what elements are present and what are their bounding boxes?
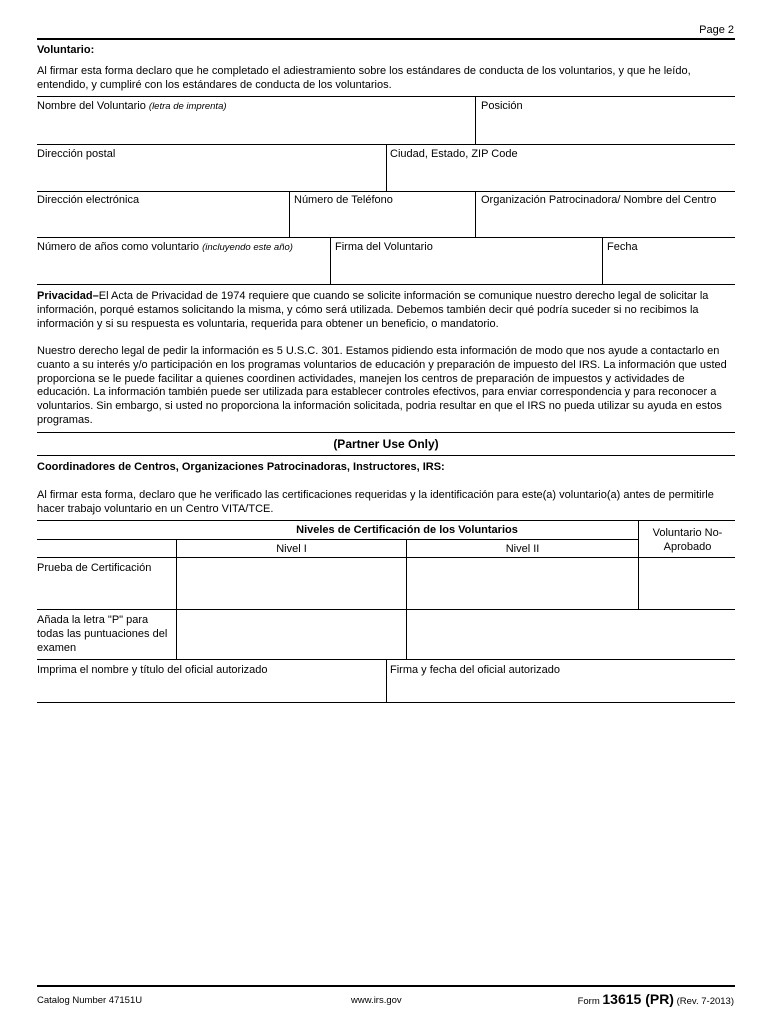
divider [386,144,387,191]
divider [602,237,603,284]
form-number: 13615 (PR) [602,991,674,1007]
divider [638,520,639,609]
divider [475,96,476,144]
certification-test-row-label: Prueba de Certificación [37,562,152,574]
email-field-label: Dirección electrónica [37,194,140,206]
page-number: Page 2 [699,24,734,36]
name-label-text: Nombre del Voluntario [37,100,146,112]
privacy-paragraph [37,290,737,331]
p-score-row-label: Añada la letra "P" para todas las puntuaciones del examen [37,614,168,654]
divider [37,432,735,433]
volunteer-statement: Al firmar esta forma declaro que he completado el adiestramiento sobre los estándares de conducta de los voluntarios, y que he leído, entendido, y cumpliré con los estándares de conducta de los voluntarios. [37,65,691,91]
years-input[interactable] [37,254,328,283]
email-input[interactable] [37,207,287,236]
website-text: www.irs.gov [351,995,402,1006]
date-input[interactable] [604,254,735,283]
not-approved-cell[interactable] [640,559,735,608]
name-field-label [37,100,227,113]
header-rule [37,38,735,40]
divider [37,520,735,521]
divider [37,702,735,703]
official-name-input[interactable] [37,677,384,701]
divider [330,237,331,284]
official-signature-input[interactable] [388,677,735,701]
divider [638,557,735,558]
partner-statement: Al firmar esta forma, declaro que he verificado las certificaciones requeridas y la identificación para este(a) voluntario(a) antes de permitirle hacer trabajo voluntario en un Centro VITA/TCE. [37,489,714,515]
privacy-text: El Acta de Privacidad de 1974 requiere que cuando se solicite información se comunique nuestro derecho legal de solicitar la información, porqué estamos solicitando la misma, y cómo será utilizada. Debemos también decir qué podría suceder si no recibimos la información y si su respuesta es voluntaria, requerida para obtener un beneficio, o mandatorio. [37,290,709,330]
form-identifier [578,991,734,1010]
divider [37,237,735,238]
position-input[interactable] [477,113,735,143]
level-1-test-cell[interactable] [178,559,405,608]
years-label-note: (incluyendo este año) [202,242,293,253]
divider [37,557,638,558]
level-2-score-cell[interactable] [408,611,637,658]
years-label-text: Número de años como voluntario [37,241,200,253]
signature-field-label: Firma del Voluntario [335,241,433,253]
certification-levels-header: Niveles de Certificación de los Voluntarios [296,524,518,536]
divider [475,191,476,237]
position-field-label: Posición [481,100,523,112]
name-input[interactable] [37,113,473,143]
divider [37,191,735,192]
address-field-label: Dirección postal [37,148,116,160]
partner-subtitle: Coordinadores de Centros, Organizaciones Patrocinadoras, Instructores, IRS: [37,461,445,473]
divider [289,191,290,237]
divider [37,539,638,540]
address-input[interactable] [37,161,384,190]
city-state-zip-input[interactable] [388,161,735,190]
official-signature-label: Firma y fecha del oficial autorizado [390,664,560,676]
date-field-label: Fecha [607,241,638,253]
divider [37,609,735,610]
level-1-header: Nivel I [276,543,307,555]
phone-field-label: Número de Teléfono [294,194,393,206]
legal-right-paragraph: Nuestro derecho legal de pedir la información es 5 U.S.C. 301. Estamos pidiendo esta información de modo que nos ayude a contactarlo en cuanto a su interés y/o participación en los programas voluntarios de educación y preparación de impuesto del IRS. La información que usted proporciona se le puede facilitar a quienes coordinen actividades, manejen los centros de preparación de impuestos y actividades de educación. La información también puede ser utilizada para establecer controles efectivos, para enviar correspondencia y para reconocer a voluntarios. Sin embargo, si usted no proporciona la información solicitada, podria resultar en que el IRS no pueda utilizar su ayuda en estos programas. [37,345,727,426]
years-field-label [37,241,293,254]
not-approved-header: Voluntario No-Aprobado [652,527,723,553]
divider [386,659,387,702]
org-field-label: Organización Patrocinadora/ Nombre del Centro [481,194,717,206]
form-revision: (Rev. 7-2013) [676,996,734,1007]
level-1-score-cell[interactable] [178,611,405,658]
divider [37,284,735,285]
form-prefix: Form [577,996,600,1007]
catalog-number: Catalog Number 47151U [37,995,143,1006]
signature-input[interactable] [332,254,600,283]
footer-rule [37,985,735,987]
divider [37,455,735,456]
privacy-heading: Privacidad– [37,290,99,302]
phone-input[interactable] [291,207,473,236]
city-state-zip-field-label: Ciudad, Estado, ZIP Code [390,148,518,160]
volunteer-title: Voluntario: [37,44,95,56]
org-input[interactable] [477,207,735,236]
level-2-header: Nivel II [505,543,540,555]
name-label-note: (letra de imprenta) [148,101,227,112]
level-2-test-cell[interactable] [408,559,637,608]
partner-use-title: (Partner Use Only) [333,437,439,451]
official-name-label: Imprima el nombre y título del oficial autorizado [37,664,268,676]
divider [37,96,735,97]
